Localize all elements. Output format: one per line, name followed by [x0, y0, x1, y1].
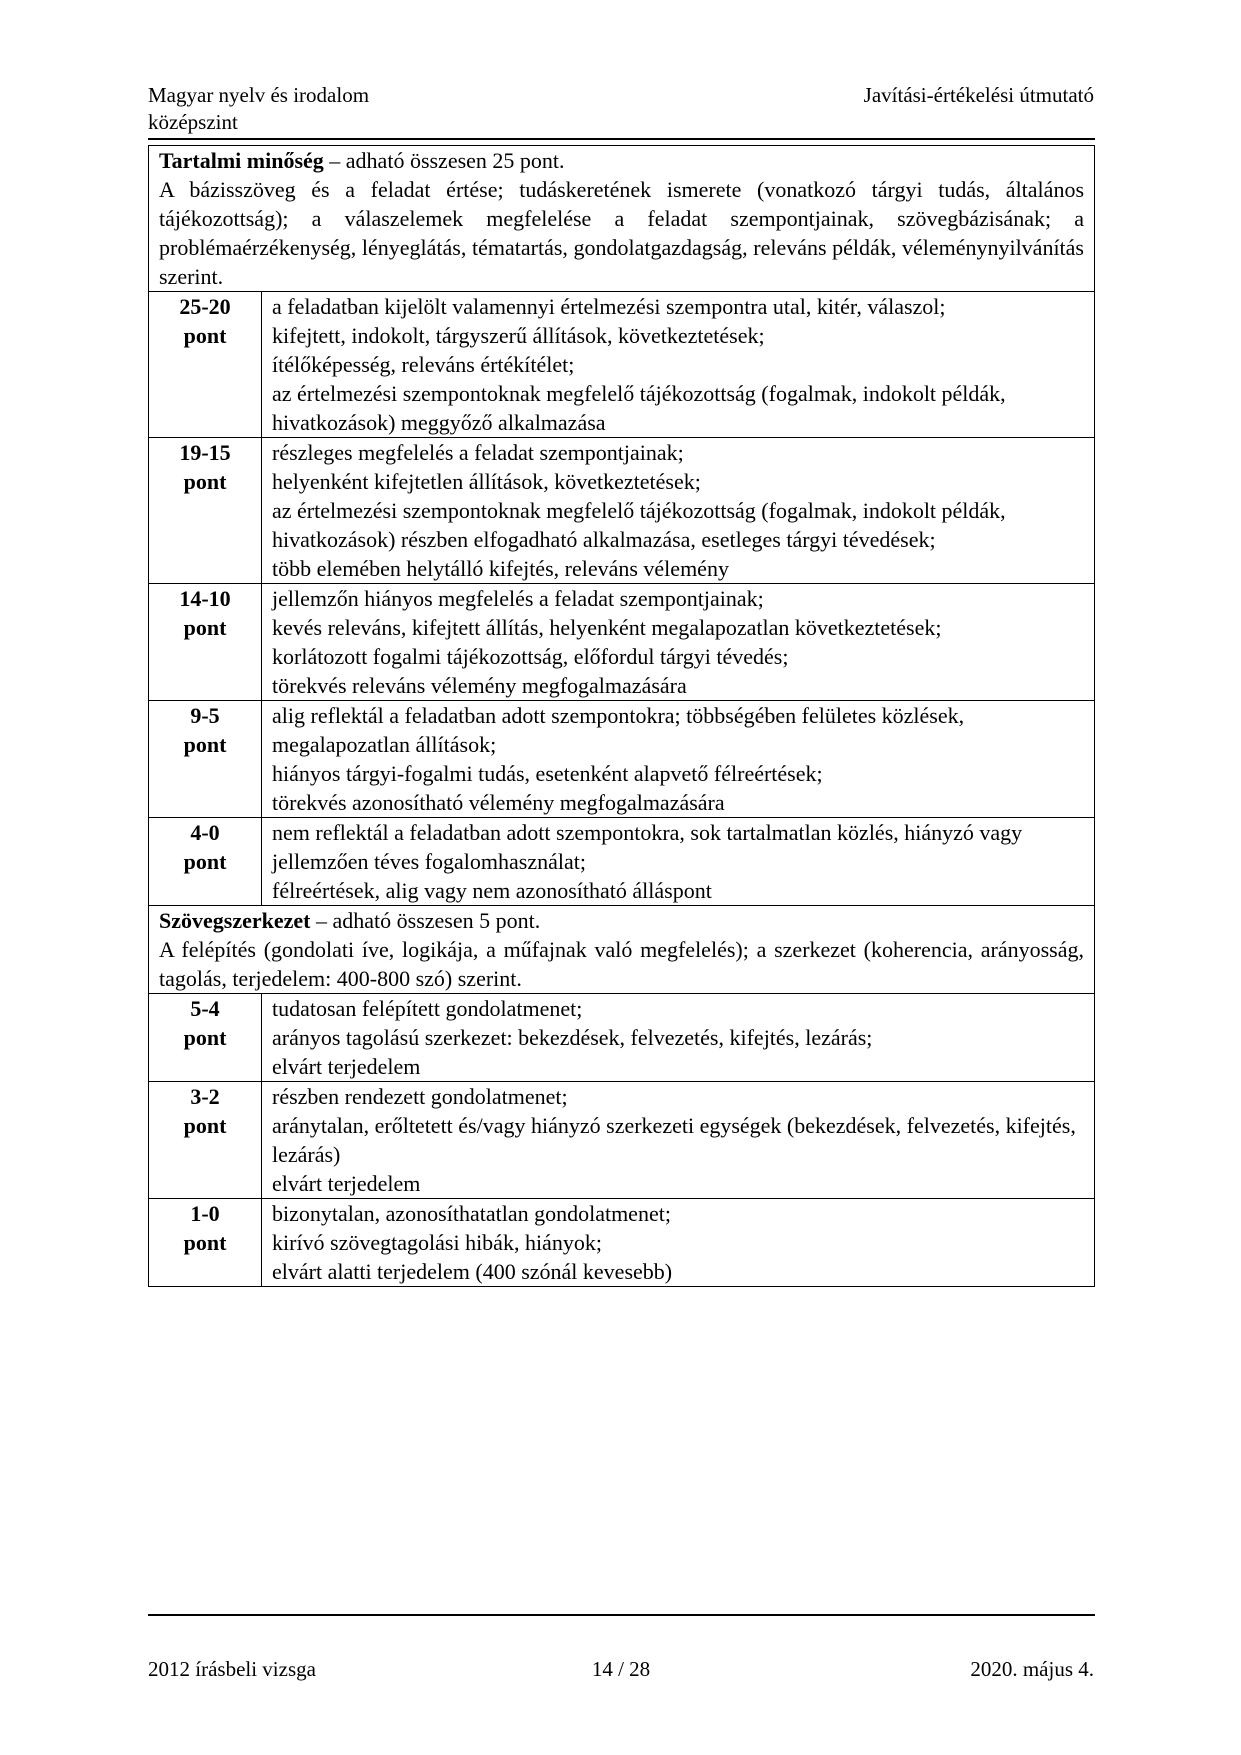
score-band-row — [149, 818, 1095, 906]
score-unit: pont — [183, 1025, 227, 1050]
score-band-row — [149, 994, 1095, 1082]
header-divider — [148, 138, 1095, 140]
criterion-line: félreértések, alig vagy nem azonosítható álláspont — [272, 878, 712, 903]
score-range: 1-0 — [190, 1201, 220, 1226]
footer-date: 2020. május 4. — [970, 1657, 1094, 1681]
criterion-line: alig reflektál a feladatban adott szempontokra; többségében felületes közlések, megalapozatlan állítások; — [272, 703, 965, 757]
content-quality-header-row — [149, 146, 1095, 292]
content-quality-title-suffix: – adható összesen 25 pont. — [323, 148, 565, 173]
score-band-points — [149, 1082, 262, 1199]
criterion-line: az értelmezési szempontoknak megfelelő tájékozottság (fogalmak, indokolt példák, hivatkozások) részben elfogadható alkalmazása, esetleges tárgyi tévedések; — [272, 498, 1006, 552]
criterion-line: kirívó szövegtagolási hibák, hiányok; — [272, 1230, 602, 1255]
score-band-points — [149, 292, 262, 438]
criterion-line: hiányos tárgyi-fogalmi tudás, esetenként alapvető félreértések; — [272, 761, 823, 786]
criterion-line: elvárt alatti terjedelem (400 szónál kevesebb) — [272, 1259, 673, 1284]
criterion-line: elvárt terjedelem — [272, 1171, 421, 1196]
content-quality-title: Tartalmi minőség — [159, 148, 324, 173]
score-band-points — [149, 818, 262, 906]
score-range: 25-20 — [179, 294, 231, 319]
text-structure-description: A felépítés (gondolati íve, logikája, a műfajnak való megfelelés); a szerkezet (koherencia, arányosság, tagolás, terjedelem: 400-800 szó) szerint. — [159, 937, 1084, 991]
score-band-row — [149, 292, 1095, 438]
score-unit: pont — [183, 1113, 227, 1138]
score-range: 3-2 — [190, 1084, 220, 1109]
criterion-line: ítélőképesség, releváns értékítélet; — [272, 352, 575, 377]
score-unit: pont — [183, 323, 227, 348]
score-range: 5-4 — [190, 996, 220, 1021]
score-band-criteria — [262, 1199, 1095, 1287]
score-band-points — [149, 994, 262, 1082]
content-quality-description: A bázisszöveg és a feladat értése; tudáskeretének ismerete (vonatkozó tárgyi tudás, általános tájékozottság); a válaszelemek megfelelése a feladat szempontjainak, szövegbázisának; a problémaérzékenység, lényeglátás, tématartás, gondolatgazdagság, releváns példák, véleménynyilvánítás szerint. — [159, 177, 1084, 289]
score-band-criteria — [262, 1082, 1095, 1199]
footer-exam-code: 2012 írásbeli vizsga — [148, 1657, 316, 1681]
score-band-points — [149, 438, 262, 584]
criterion-line: kifejtett, indokolt, tárgyszerű állítások, következtetések; — [272, 323, 765, 348]
criterion-line: jellemzőn hiányos megfelelés a feladat szempontjainak; — [272, 586, 764, 611]
criterion-line: elvárt terjedelem — [272, 1054, 421, 1079]
criterion-line: törekvés azonosítható vélemény megfogalmazására — [272, 790, 725, 815]
score-band-criteria — [262, 584, 1095, 701]
criterion-line: a feladatban kijelölt valamennyi értelmezési szempontra utal, kitér, válaszol; — [272, 294, 946, 319]
criterion-line: kevés releváns, kifejtett állítás, helyenként megalapozatlan következtetések; — [272, 615, 942, 640]
criterion-line: aránytalan, erőltetett és/vagy hiányzó szerkezeti egységek (bekezdések, felvezetés, kifejtés, lezárás) — [272, 1113, 1076, 1167]
score-unit: pont — [183, 469, 227, 494]
score-unit: pont — [183, 849, 227, 874]
score-band-points — [149, 584, 262, 701]
score-band-points — [149, 701, 262, 818]
criterion-line: több elemében helytálló kifejtés, releváns vélemény — [272, 556, 729, 581]
score-band-criteria — [262, 994, 1095, 1082]
criterion-line: arányos tagolású szerkezet: bekezdések, felvezetés, kifejtés, lezárás; — [272, 1025, 873, 1050]
score-band-row — [149, 701, 1095, 818]
text-structure-title-suffix: – adható összesen 5 pont. — [310, 908, 541, 933]
score-band-row — [149, 584, 1095, 701]
header-doc-title: Javítási-értékelési útmutató — [863, 83, 1094, 107]
score-range: 14-10 — [179, 586, 231, 611]
text-structure-header-row — [149, 906, 1095, 994]
criterion-line: nem reflektál a feladatban adott szempontokra, sok tartalmatlan közlés, hiányzó vagy jellemzően téves fogalomhasználat; — [272, 820, 1023, 874]
header-subject: Magyar nyelv és irodalom — [148, 83, 370, 107]
criterion-line: részleges megfelelés a feladat szempontjainak; — [272, 440, 684, 465]
footer-divider — [148, 1614, 1095, 1616]
score-unit: pont — [183, 615, 227, 640]
header-left — [148, 82, 369, 136]
criterion-line: részben rendezett gondolatmenet; — [272, 1084, 568, 1109]
score-band-criteria — [262, 701, 1095, 818]
score-range: 9-5 — [190, 703, 220, 728]
score-band-criteria — [262, 818, 1095, 906]
scoring-rubric-table — [148, 145, 1095, 1287]
score-band-criteria — [262, 438, 1095, 584]
criterion-line: helyenként kifejtetlen állítások, következtetések; — [272, 469, 701, 494]
score-band-criteria — [262, 292, 1095, 438]
footer-page-number: 14 / 28 — [591, 1657, 651, 1681]
criterion-line: tudatosan felépített gondolatmenet; — [272, 996, 583, 1021]
header-level: középszint — [148, 110, 238, 134]
criterion-line: bizonytalan, azonosíthatatlan gondolatmenet; — [272, 1201, 671, 1226]
content-quality-section — [149, 146, 1095, 292]
score-unit: pont — [183, 1230, 227, 1255]
score-range: 4-0 — [190, 820, 220, 845]
criterion-line: törekvés releváns vélemény megfogalmazására — [272, 673, 687, 698]
score-band-points — [149, 1199, 262, 1287]
score-range: 19-15 — [179, 440, 231, 465]
score-band-row — [149, 1082, 1095, 1199]
score-band-row — [149, 438, 1095, 584]
text-structure-section — [149, 906, 1095, 994]
criterion-line: korlátozott fogalmi tájékozottság, előfordul tárgyi tévedés; — [272, 644, 789, 669]
text-structure-title: Szövegszerkezet — [159, 908, 311, 933]
criterion-line: az értelmezési szempontoknak megfelelő tájékozottság (fogalmak, indokolt példák, hivatkozások) meggyőző alkalmazása — [272, 381, 1006, 435]
score-unit: pont — [183, 732, 227, 757]
score-band-row — [149, 1199, 1095, 1287]
